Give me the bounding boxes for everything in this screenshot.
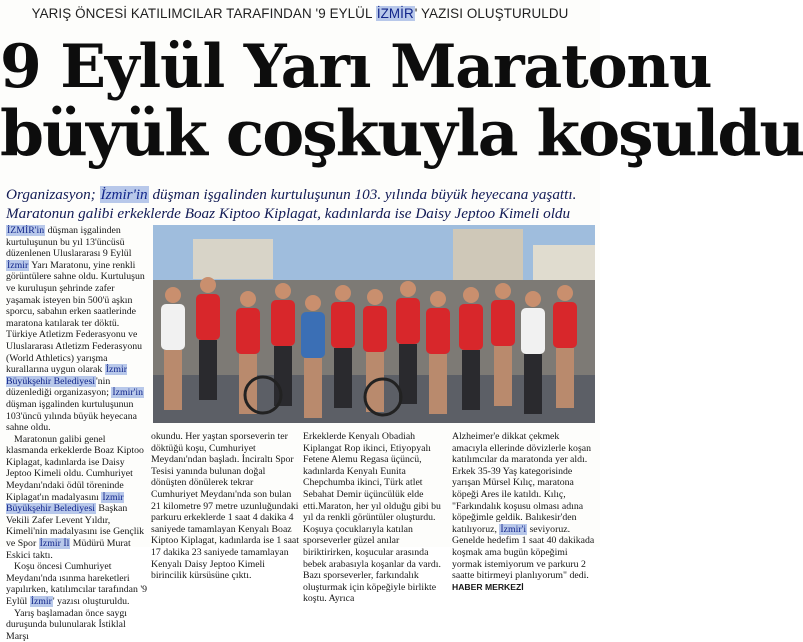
paragraph-text: ' yazısı oluşturuldu. [52, 596, 130, 607]
highlight-izmir: İzmir'in [112, 387, 143, 399]
runner-legs [429, 354, 447, 414]
runner-legs [556, 348, 574, 408]
kicker-text-end: ' YAZISI OLUŞTURULDU [414, 6, 569, 21]
runner-shirt [396, 298, 420, 344]
runner-head [240, 291, 256, 307]
runner-head [367, 289, 383, 305]
highlight-izmir: İzmir'i [500, 523, 527, 535]
paragraph-text: Müdürü Murat Eskici taktı. [6, 538, 131, 561]
headline-line-2: büyük coşkuyla koşuldu [0, 96, 803, 170]
paragraph-text: Koşu öncesi Cumhuriyet Meydanı'nda ısınma hareketleri yapılırken, katılımcılar tarafından '9 Eylül [6, 561, 148, 607]
paragraph-text: Maratonun galibi genel klasmanda erkeklerde Boaz Kiptoo Kiplagat, kadınlarda ise Daisy Jeptoo Kimeli oldu. Cumhuriyet Meydanı'ndaki ödül töreninde Kiplagat'ın madalyasını [6, 433, 144, 503]
runner-shirt [301, 312, 325, 358]
runner-head [275, 283, 291, 299]
runner-shirt [331, 302, 355, 348]
runner-legs [462, 350, 480, 410]
runners-group-photo [153, 225, 595, 423]
deck-highlight: İzmir'in [100, 186, 148, 203]
highlight-belediye: İzmir Büyükşehir Belediyesi [6, 364, 127, 387]
runner-shirt [553, 302, 577, 348]
runner-head [305, 295, 321, 311]
runner-legs [494, 346, 512, 406]
runner-shirt [459, 304, 483, 350]
runner-shirt [521, 308, 545, 354]
paragraph-text: düşman işgalinden kurtuluşunun 103'üncü yılında büyük heyecana sahne oldu. [6, 398, 137, 434]
runner-head [495, 283, 511, 299]
runner-legs [304, 358, 322, 418]
byline: HABER MERKEZİ [452, 581, 524, 592]
deck-line-1 [6, 186, 598, 204]
runner-shirt [236, 308, 260, 354]
runner-legs [199, 340, 217, 400]
runner-head [557, 285, 573, 301]
runner-legs [334, 348, 352, 408]
paragraph-4: Yarış başlamadan önce saygı duruşunda bulunularak İstiklal Marşı [6, 607, 128, 642]
highlight-izmir: İzmir [7, 259, 29, 271]
runner-legs [524, 354, 542, 414]
kicker-highlight: İZMİR [376, 6, 414, 21]
deck-text-end: düşman işgalinden kurtuluşunun 103. yılında büyük heyecana yaşattı. [148, 186, 577, 203]
runner-head [525, 291, 541, 307]
paragraph-text: düşman işgalinden kurtuluşunun bu yıl 13'üncüsü düzenlenen Uluslararası 9 Eylül [6, 225, 132, 260]
highlight-izmir: İzmir İl [39, 538, 70, 550]
article-column-4 [452, 431, 595, 593]
paragraph-text: Alzheimer'e dikkat çekmek amacıyla ellerinde dövizlerle koşan katılımcılar da maratonda yer aldı. Erkek 35-39 Yaş kategorisinde yarışan Mürsel Kılıç, maratona köpeği Ares ile katıldı. Kılıç, "Farkındalık koşusu olması adına köpeğimle geldik. Balıkesir'den katılıyoruz, [452, 431, 591, 535]
runner-head [463, 287, 479, 303]
paragraph-3 [6, 561, 149, 607]
kicker [0, 6, 600, 21]
article-column-1 [6, 225, 149, 642]
runner-head [335, 285, 351, 301]
article-column-2: okundu. Her yaştan sporseverin ter döktüğü koşu, Cumhuriyet Meydanı'ndan başladı. İnciraltı Spor Tesisi yanında bulunan doğal dönüşten dönülerek tekrar Cumhuriyet Meydanı'nda son bulan 21 kilometre 97 metre uzunluğundaki parkuru erkeklerde 1 saat 4 dakika 4 saniyede tamamlayan Kenyalı Boaz Kiptoo Kiplagat, kadınlarda ise 1 saat 17 dakika 23 saniyede tamamlayan Kenyalı Daisy Jeptoo Kimeli birincilik kürsüsüne çıktı. [151, 431, 300, 582]
runner-head [165, 287, 181, 303]
highlight-izmir: İZMİR'in [7, 225, 45, 236]
runner-head [200, 277, 216, 293]
photo-illustration [153, 225, 595, 423]
paragraph-text: 'nin düzenlediği organizasyon; [6, 375, 112, 399]
deck-line-2: Maratonun galibi erkeklerde Boaz Kiptoo Kiplagat, kadınlarda ise Daisy Jeptoo Kimeli oldu [6, 205, 571, 222]
paragraph-text: seviyoruz. Genelde hedefim 1 saat 40 dakikada koşmak ama bugün köpeğimi yormak istemiyorum ve parkuru 2 saatte bitirmeyi planlıyorum" dedi. [452, 523, 595, 582]
highlight-izmir: İzmir [30, 596, 52, 607]
deck-text: Organizasyon; [6, 186, 100, 203]
paragraph-text: Yarı Maratonu, yine renkli görüntülere sahne oldu. Kurtuluşun ve kuruluşun şehrinde zafer yaşamak isteyen bin 500'ü aşkın sporcu, sabahın erken saatlerinde maratona katılarak ter döktü. Türkiye Atletizm Federasyonu ve Uluslararası Atletizm Federasyonu (World Athletics) yarışma kurallarına uygun olarak [6, 259, 145, 376]
kicker-text: YARIŞ ÖNCESİ KATILIMCILAR TARAFINDAN '9 EYLÜL [31, 6, 376, 21]
runner-shirt [271, 300, 295, 346]
runner-legs [164, 350, 182, 410]
runner-legs [274, 346, 292, 406]
runner-head [430, 291, 446, 307]
article-column-3: Erkeklerde Kenyalı Obadiah Kiplangat Rop ikinci, Etiyopyalı Fetene Alemu Regasa üçüncü, kadınlarda Kenyalı Eunita Chepchumba ikinci, Türk atlet Sebahat Demir üçüncülük elde etti.Maraton, her yıl olduğu gibi bu yıl da renkli görüntüler oluşturdu. Koşuya çocuklarıyla katılan sporseverler güzel anılar biriktirirken, koşucular arasında bebek arabasıyla koşanlar da vardı. Bazı sporseverler, farkındalık oluşturmak için köpeğiyle birlikte koştu. Ayrıca [303, 431, 441, 605]
runner-shirt [363, 306, 387, 352]
runner-shirt [426, 308, 450, 354]
runner-shirt [196, 294, 220, 340]
paragraph-2 [6, 434, 149, 562]
highlight-belediye: İzmir Büyükşehir Belediyesi [6, 491, 124, 515]
paragraph-text: Başkan Vekili Zafer Levent Yıldır, Kimeli'nin madalyasını ise Gençlik ve Spor [6, 503, 145, 550]
runner-shirt [491, 300, 515, 346]
runner-shirt [161, 304, 185, 350]
headline-line-1: 9 Eylül Yarı Maratonu [0, 32, 712, 102]
runner-head [400, 281, 416, 297]
